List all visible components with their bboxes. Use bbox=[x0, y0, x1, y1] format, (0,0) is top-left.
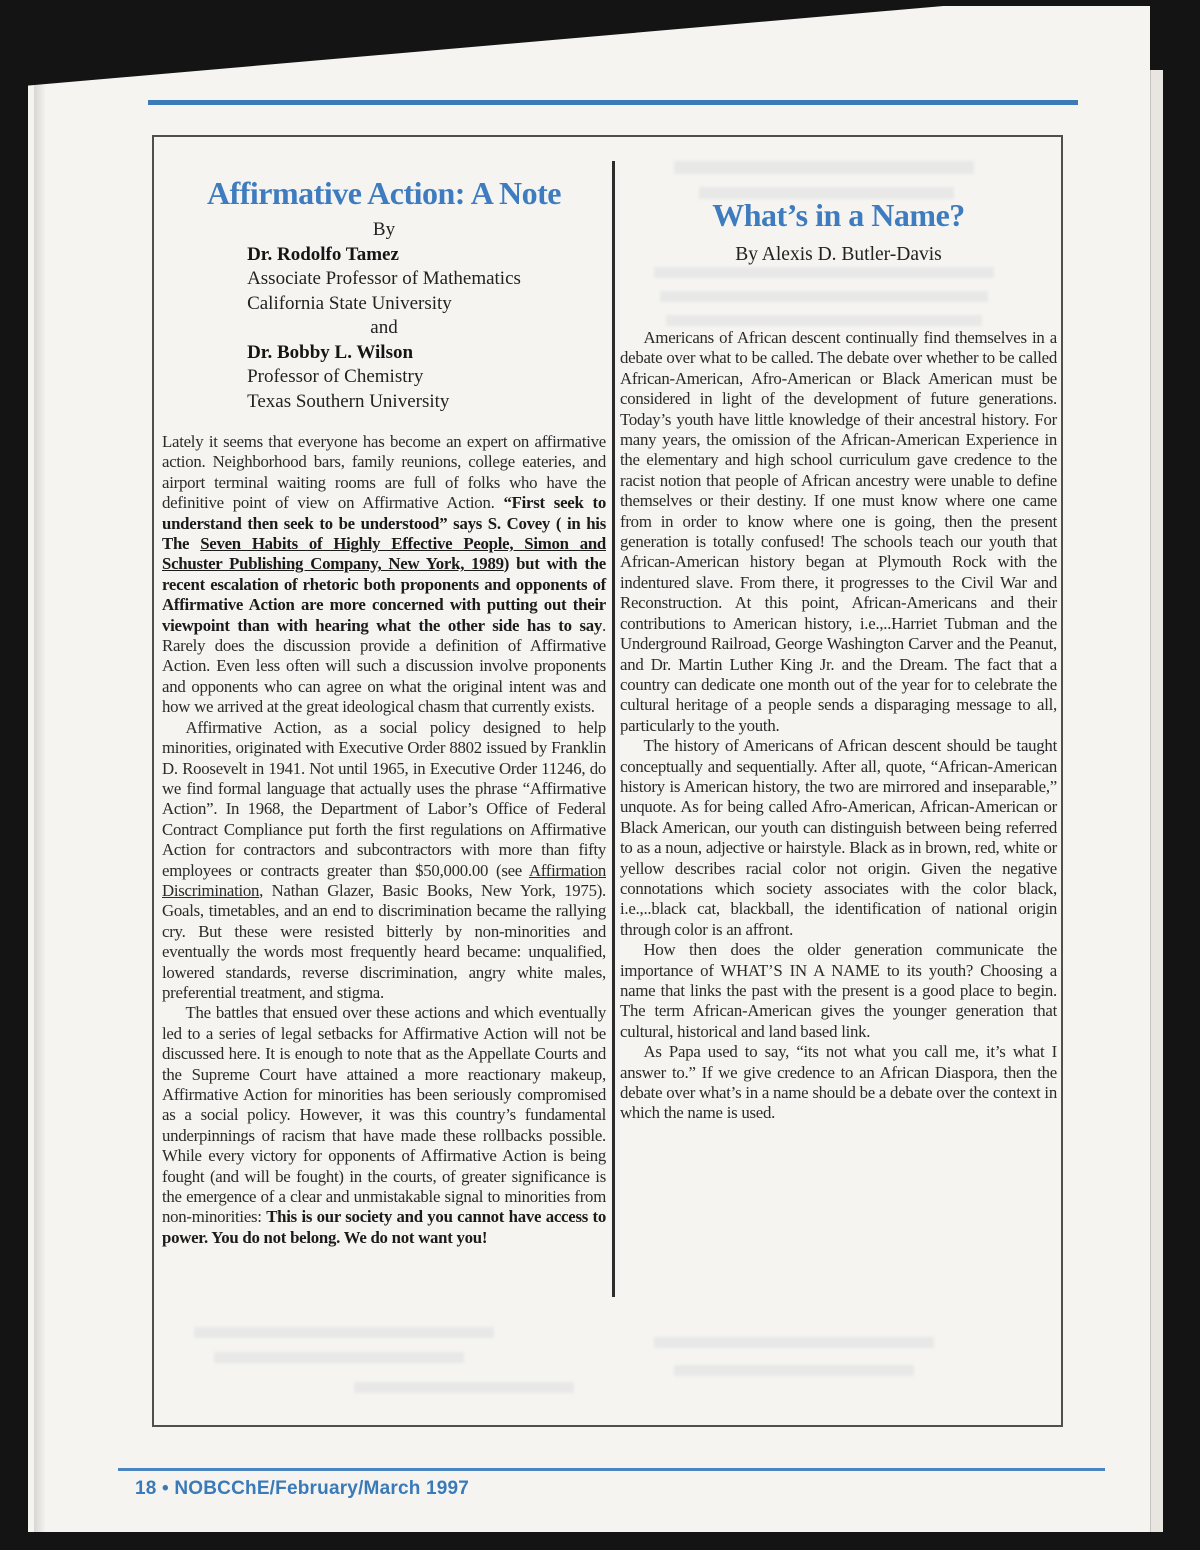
article-body-affirmative-action bbox=[162, 432, 606, 1248]
byline-lines bbox=[247, 218, 521, 414]
text-run: Lately it seems that everyone has become an expert on affirmative action. Neighborhood bars, family reunions, college eateries, and airport terminal waiting rooms are full of folks who have the definitive point of view on Affirmative Action. bbox=[162, 432, 606, 513]
bottom-rule bbox=[118, 1468, 1105, 1471]
author-name: Dr. Rodolfo Tamez bbox=[247, 243, 399, 265]
right-column bbox=[620, 137, 1057, 1124]
byline-by-label: By bbox=[372, 219, 396, 240]
paragraph bbox=[620, 1042, 1057, 1124]
text-run: As Papa used to say, “its not what you call me, it’s what I answer to.” If we give credence to an African Diaspora, then the debate over what’s in a name should be a debate over the context in which the name is used. bbox=[620, 1042, 1057, 1123]
text-run: This is our society and you cannot have access to power. You do not belong. We do not want you! bbox=[162, 1207, 606, 1247]
text-run: , Nathan Glazer, Basic Books, New York, 1975). Goals, timetables, and an end to discrimination became the rallying cry. But these were resisted bitterly by non-minorities and eventually the words most frequently heard became: unqualified, lowered standards, reverse discrimination, angry white males, preferential treatment, and stigma. bbox=[162, 880, 606, 1002]
text-run: Affirmation Discrimination bbox=[162, 860, 606, 900]
text-run: The battles that ensued over these actions and which eventually led to a series of legal setbacks for Affirmative Action will not be discussed here. It is enough to note that as the Appellate Courts and the Supreme Court have attained a more reactionary makeup, Affirmative Action for minorities has been seriously compromised as a social policy. However, it was this country’s fundamental underpinnings of racism that have made these rollbacks possible. While every victory for opponents of Affirmative Action is being fought (and will be fought) in the courts, of greater significance is the emergence of a clear and unmistakable signal to minorities from non-minorities: bbox=[162, 1003, 606, 1227]
print-bleedthrough-artifact bbox=[214, 1352, 464, 1363]
article-frame bbox=[152, 135, 1063, 1427]
text-run: The history of Americans of African descent should be taught conceptually and sequentially. After all, quote, “African-American history is American history, the two are mirrored and inseparable,” unquote. As for being called Afro-American, African-American or Black American, our youth can distinguish between being referred to as a noun, adjective or hairstyle. Black as in brown, red, white or yellow describes racial color not origin. Given the negative connotations which society associates with the color black, i.e.,..black cat, blackball, the identification of national origin through color is an affront. bbox=[620, 736, 1057, 939]
paper bbox=[28, 0, 1150, 1532]
byline-connector: and bbox=[370, 317, 398, 338]
article-body-whats-in-a-name bbox=[620, 328, 1057, 1124]
left-column bbox=[162, 137, 606, 1248]
paragraph bbox=[162, 432, 606, 718]
byline-whats-in-a-name: By Alexis D. Butler-Davis bbox=[735, 244, 942, 265]
text-run: . Rarely does the discussion provide a definition of Affirmative Action. Even less often will such a discussion involve proponents and opponents who can agree on what the original intent was and how we arrived at the great ideological chasm that currently exists. bbox=[162, 615, 606, 717]
author-affiliation: Texas Southern University bbox=[247, 390, 450, 412]
paragraph bbox=[620, 736, 1057, 940]
byline-affirmative-action bbox=[162, 218, 606, 414]
top-rule bbox=[148, 100, 1078, 105]
author-name: Dr. Bobby L. Wilson bbox=[247, 341, 414, 363]
paragraph bbox=[620, 940, 1057, 1042]
binding-gutter-shadow bbox=[34, 0, 46, 1532]
author-affiliation: California State University bbox=[247, 292, 452, 314]
scan-top-edge bbox=[0, 0, 1200, 6]
text-run: How then does the older generation communicate the importance of WHAT’S IN A NAME to its youth? Choosing a name that links the past with the present is a good place to begin. The term African-American gives the younger generation that cultural, historical and land based link. bbox=[620, 940, 1057, 1041]
text-run: “First seek to understand then seek to be understood” says S. Covey ( in his The bbox=[162, 493, 606, 554]
text-run: Americans of African descent continually find themselves in a debate over what to be called. The debate over whether to be called African-American, Afro-American or Black American must be considered in light of the development of future generations. Today’s youth have little knowledge of their ancestral history. For many years, the omission of the African-American Experience in the elementary and high school curriculum gave credence to the racist notion that people of African ancestry were unable to define themselves or their destiny. If one must know where one came from in order to know where one is going, then the present generation is totally confused! The schools teach our youth that African-American history began at Plymouth Rock with the indentured slave. From there, it progresses to the Civil War and Reconstruction. At this point, African-Americans and their contributions to American history, i.e.,..Harriet Tubman and the Underground Railroad, George Washington Carver and the Peanut, and Dr. Martin Luther King Jr. and the Dream. The fact that a country can dedicate one month out of the year for to celebrate the cultural heritage of a people sends a disparaging message to all, particularly to the youth. bbox=[620, 328, 1057, 735]
text-run: Affirmative Action, as a social policy designed to help minorities, originated with Executive Order 8802 issued by Franklin D. Roosevelt in 1941. Not until 1965, in Executive Order 11246, do we find formal language that actually uses the phrase “Affirmative Action”. In 1968, the Department of Labor’s Office of Federal Contract Compliance put forth the first regulations on Affirmative Action for contractors and subcontractors with more than fifty employees or contracts greater than $50,000.00 (see bbox=[162, 717, 606, 880]
column-divider bbox=[612, 161, 615, 1297]
paragraph bbox=[620, 328, 1057, 736]
article-title-whats-in-a-name: What’s in a Name? bbox=[712, 197, 965, 233]
print-bleedthrough-artifact bbox=[354, 1382, 574, 1393]
article-title-affirmative-action: Affirmative Action: A Note bbox=[206, 175, 561, 211]
text-run: ) but with the recent escalation of rhetoric both proponents and opponents of Affirmative Action are more concerned with putting out their viewpoint than with hearing what the other side has to say bbox=[162, 554, 606, 635]
print-bleedthrough-artifact bbox=[194, 1327, 494, 1338]
paragraph bbox=[162, 1003, 606, 1248]
author-role: Associate Professor of Mathematics bbox=[247, 268, 521, 289]
text-run: Seven Habits of Highly Effective People, Simon and Schuster Publishing Company, New York, 1989 bbox=[162, 534, 606, 574]
paragraph bbox=[162, 718, 606, 1004]
adjacent-page-edge bbox=[1150, 70, 1163, 1532]
print-bleedthrough-artifact bbox=[654, 1337, 934, 1348]
author-role: Professor of Chemistry bbox=[247, 366, 424, 387]
print-bleedthrough-artifact bbox=[674, 1365, 914, 1376]
page-footer: 18 • NOBCChE/February/March 1997 bbox=[135, 1478, 470, 1499]
